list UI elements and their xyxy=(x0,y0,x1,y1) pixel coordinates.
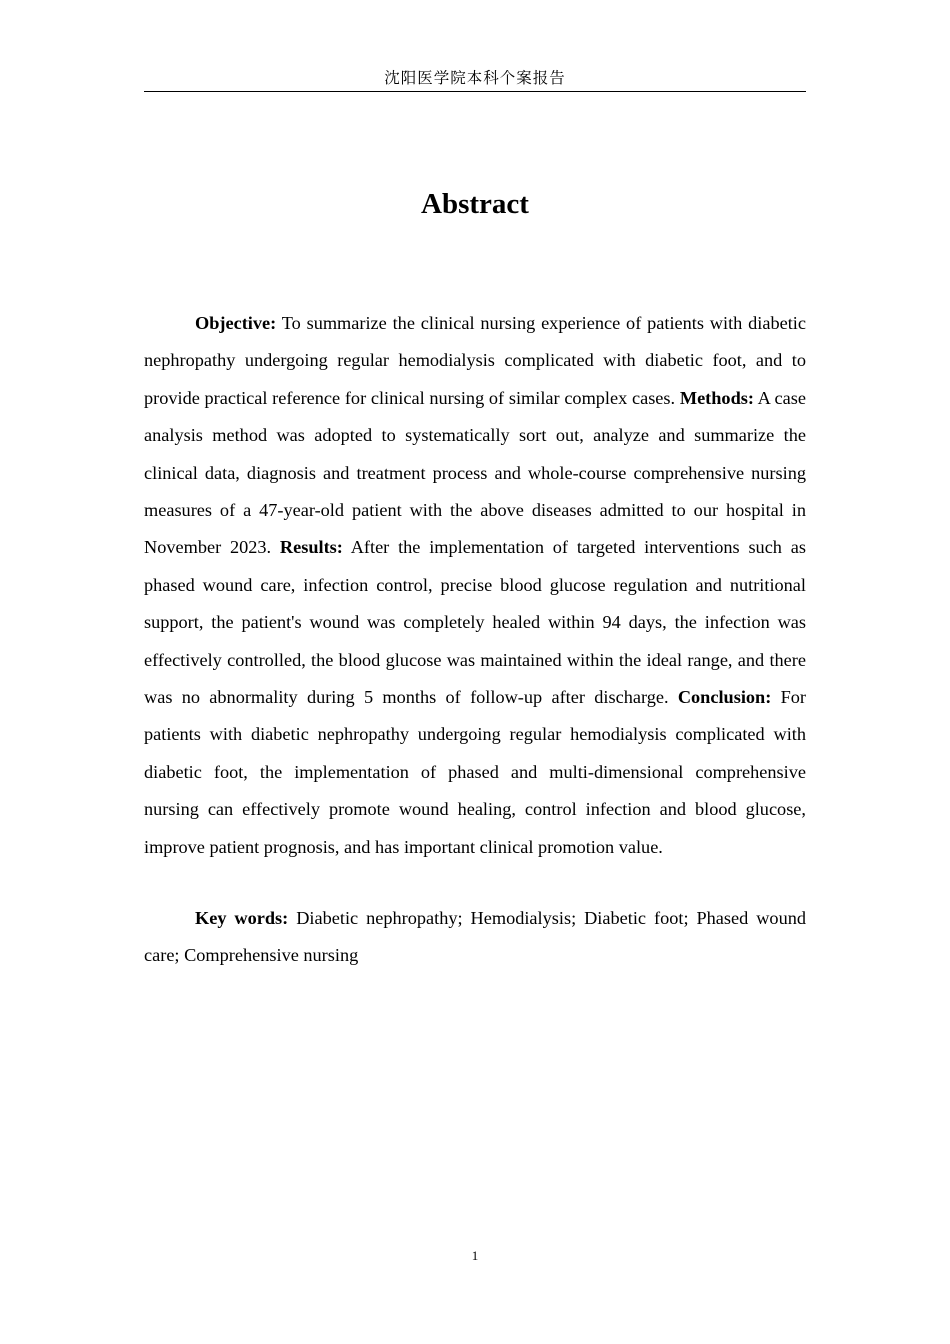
page-header xyxy=(144,66,806,92)
keywords-text: Diabetic nephropathy; Hemodialysis; Diabetic foot; Phased wound care; Comprehensive nursing xyxy=(144,908,806,966)
objective-text: To summarize the clinical nursing experience of patients with diabetic nephropathy undergoing regular hemodialysis complicated with diabetic foot, and to provide practical reference for clinical nursing of similar complex cases. xyxy=(144,313,806,408)
conclusion-label: Conclusion: xyxy=(677,687,772,708)
results-text: After the implementation of targeted interventions such as phased wound care, infection control, precise blood glucose regulation and nutritional support, the patient's wound was completely healed within 94 days, the infection was effectively controlled, the blood glucose was maintained within the ideal range, and there was no abnormality during 5 months of follow-up after discharge. xyxy=(144,537,806,708)
objective-label: Objective: xyxy=(195,313,277,333)
header-title: 沈阳医学院本科个案报告 xyxy=(384,69,566,87)
abstract-heading: Abstract xyxy=(421,188,529,220)
results-label: Results: xyxy=(279,537,343,558)
keywords-label: Key words: xyxy=(195,908,289,928)
keywords-paragraph xyxy=(144,900,806,975)
conclusion-text: For patients with diabetic nephropathy undergoing regular hemodialysis complicated with diabetic foot, the implementation of phased and multi-dimensional comprehensive nursing can effectively promote wound healing, control infection and blood glucose, improve patient prognosis, and has important clinical promotion value. xyxy=(144,687,806,857)
methods-label: Methods: xyxy=(679,387,754,408)
methods-text: A case analysis method was adopted to systematically sort out, analyze and summarize the clinical data, diagnosis and treatment process and whole-course comprehensive nursing measures of a 47-year-old patient with the above diseases admitted to our hospital in November 2023. xyxy=(144,387,806,558)
page-number: 1 xyxy=(471,1248,479,1263)
abstract-paragraph xyxy=(144,305,806,866)
